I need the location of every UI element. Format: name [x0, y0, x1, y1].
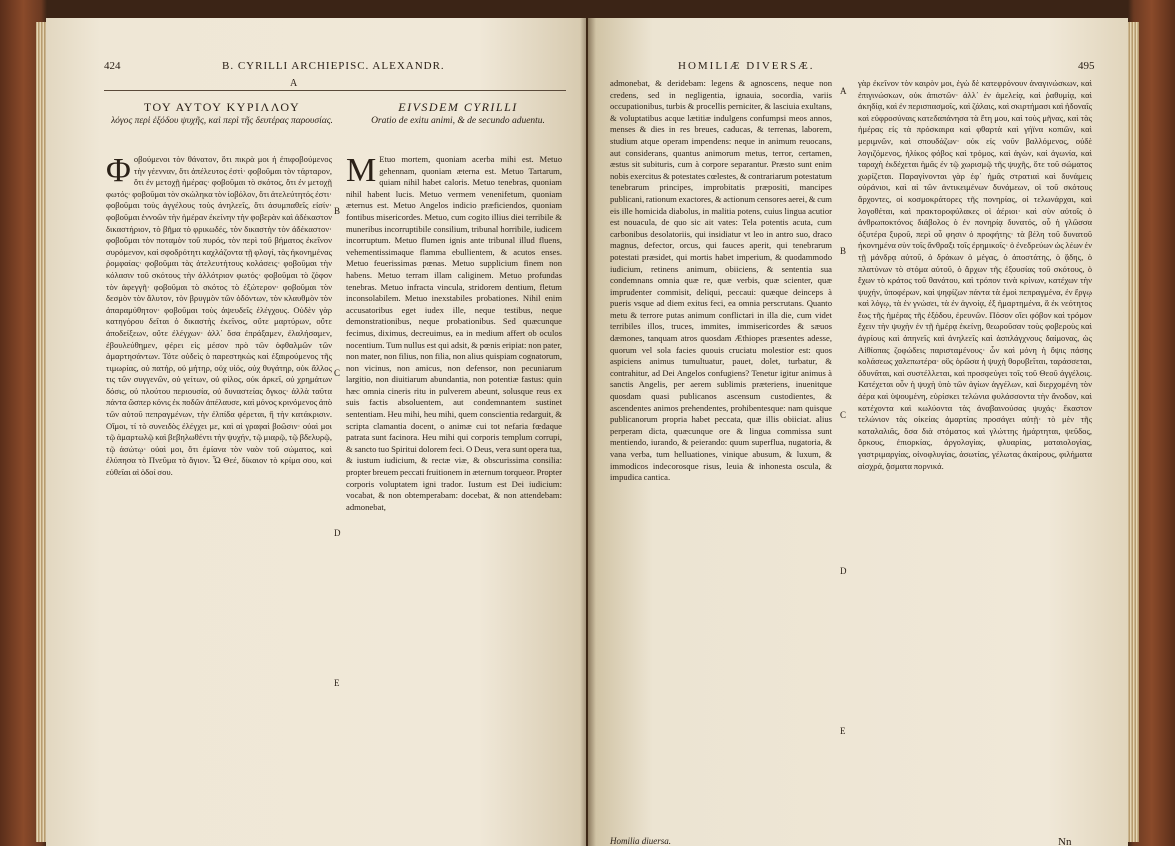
latin-subtitle: Oratio de exitu animi, & de secundo aduentu.: [371, 116, 545, 126]
latin-title-block: [348, 100, 568, 127]
signature-letter: A: [290, 78, 298, 89]
left-page: [46, 18, 586, 846]
greek-text: γὰρ ἐκεῖνον τὸν καιρὸν μοι, ἐγὼ δὲ κατεφρόνουν ἀναγινώσκων, καὶ ἐπιγινώσκων, οὐκ ἀπιστῶν· ἀλλ᾽ ἐν ἀμελείᾳ, καὶ ῥαθυμίᾳ, καὶ ἀκηδίᾳ, καὶ ἐν περισπασμοῖς, καὶ ζάλαις, καὶ σκιρτήμασι καὶ ἡδοναῖς καὶ εὐφροσύναις κατεδαπάνησα τὰ ἔτη μου, καὶ τοὺς μῆνας, καὶ τὰς ἡμέρας εἰς τὰ πρόσκαιρα καὶ φθαρτὰ καὶ γήϊνα κοπιῶν, καὶ μεριμνῶν, καὶ σπουδάζων· οὐκ εἰς νοῦν βαλλόμενος, οὐδὲ λογιζόμενος, ἡλίκος φόβος καὶ τρόμος, καὶ ἀγὼν, καὶ ἀγωνία, καὶ ταραχὴ ἐκδέχεται ἡμᾶς ἐν τῷ χωρισμῷ τῆς ψυχῆς, ὅτε τοῦ σώματος χωρίζεται. Παραγίνονται γὰρ ἐφ᾽ ἡμᾶς στρατιαὶ καὶ δυνάμεις οὐράνιοι, καὶ αἱ τῶν ἀντικειμένων δυνάμεων, οἱ τοῦ σκότους ἄρχοντες, οἱ κοσμοκράτορες τῆς πονηρίας, οἱ τελωνάρχαι, καὶ λογοθέται, καὶ πρακτοροφύλακες οἱ ἀέριοι· καὶ σὺν αὐτοῖς ὁ ἀνθρωποκτόνος διάβολος ὁ ἐν πονηρίᾳ δυνατός, οὗ ἡ γλῶσσα ὀξυτέρα ξυροῦ, περὶ οὗ φησιν ὁ προφήτης· τὰ βέλη τοῦ δυνατοῦ ἠκονημένα σὺν τοῖς ἄνθραξι τοῖς ἐρημικοῖς· ὁ ἐνεδρεύων ὡς λέων ἐν τῇ μάνδρᾳ αὐτοῦ, ὁ δράκων ὁ μέγας, ὁ ἀποστάτης, ὁ ᾅδης, ὁ πλατύνων τὸ στόμα αὐτοῦ, ὁ ἄρχων τῆς ἐξουσίας τοῦ σκότους, ὁ ἔχων τὸ κράτος τοῦ θανάτου, καὶ τρόπον τινὰ κρίνων, κατέχων τὴν ψυχήν, ὑποφέρων, καὶ ψηφίζων πάντα τὰ ἐμοὶ πεπραγμένα, ἐν ἔργῳ καὶ λόγῳ, τὰ ἐν γνώσει, τὰ ἐν ἀγνοίᾳ, ἐξ ἡμαρτημένα, ἃ ἐκ νεότητος ἕως τῆς ἡμέρας τῆς ἐξόδου, ἐρευνῶν. Πόσον οἴει φόβον καὶ τρόμον ἔχειν τὴν ψυχὴν ἐν τῇ ἡμέρᾳ ἐκείνῃ, θεωροῦσαν τοὺς φοβεροὺς καὶ ἀγρίους καὶ ἀπηνεῖς καὶ ἀνηλεεῖς καὶ ἀσπλάγχνους δαίμονας, ὡς Αἰθίοπας ζοφώδεις παρισταμένους· ὧν καὶ μόνη ἡ ὄψις πάσης κολάσεως χαλεπωτέρα· οὓς ὁρῶσα ἡ ψυχὴ θορυβεῖται, ταράσσεται, ὀδυνᾶται, καὶ συστέλλεται, καὶ προσφεύγει τοῖς τοῦ Θεοῦ ἀγγέλοις. Κατέχεται οὖν ἡ ψυχὴ ὑπὸ τῶν ἁγίων ἀγγέλων, καὶ διερχομένη τὸν ἀέρα καὶ ὑψουμένη, εὑρίσκει τελώνια φυλάσσοντα τὴν ἄνοδον, καὶ κατέχοντα καὶ κωλύοντα τὰς ἀναβαινούσας ψυχάς· ἕκαστον τελώνιον τὰς οἰκείας ἁμαρτίας προσάγει αὐτῇ· τὸ μὲν τῆς καταλαλιᾶς, ὅσα διὰ στόματος καὶ γλώττης ἡμάρτηται, ψεῦδος, ὅρκους, ἐπιορκίας, ἀργολογίας, φλυαρίας, ματαιολογίας, γαστριμαργίας, οἰνοφλυγίας, ἀσωτίας, γέλωτας ἀκαίρους, φιλήματα αἰσχρά, ᾄσματα πορνικά.: [858, 78, 1092, 471]
book-gutter: [580, 18, 596, 846]
margin-letter: C: [334, 368, 341, 378]
greek-subtitle: λόγος περὶ ἐξόδου ψυχῆς, καὶ περὶ τῆς δευτέρας παρουσίας.: [111, 116, 333, 126]
latin-column: [610, 78, 832, 830]
margin-letter: B: [334, 206, 341, 216]
margin-letter: E: [840, 726, 846, 736]
right-page: [588, 18, 1128, 846]
margin-letter: C: [840, 410, 847, 420]
running-head: HOMILIÆ DIVERSÆ.: [678, 60, 815, 72]
header-rule: [104, 90, 566, 91]
page-number: 424: [104, 60, 121, 72]
greek-title-block: [106, 100, 338, 127]
footer-catchword: Homilia diuersa.: [610, 836, 672, 846]
margin-letter: D: [840, 566, 847, 576]
running-head: B. CYRILLI ARCHIEPISC. ALEXANDR.: [222, 60, 445, 72]
drop-cap: M: [346, 154, 377, 189]
page-edges-right: [1127, 22, 1139, 842]
latin-text: Etuo mortem, quoniam acerba mihi est. Metuo gehennam, quoniam æterna est. Metuo Tartarum, quiam nihil habet caloris. Metuo tenebras, quoniam nihil habent lucis. Metuo vermem venenifetum, quoniam æternus est. Metuo Angelos indicio præficiendos, quoniam fontibus misericordes. Metuo, cum cogito illius diei terribile & muneribus incorruptibile consilium, tribunal horribile, iudicem incorruptum. Metuo flumen ignis ante tribunal illud fluens, vehementissimaque flamma ebullientem, & acutos enses. Metuo feuerissimas pœnas. Metuo supplicium finem non habens. Metuo terram illam caliginem. Metuo profundas tenebras. Metuo infracta vincula, stridorem dentium, fletum inconsolabilem. Metuo inexstabiles probationes. Nihil enim accusatoribus eget iudex ille, neque testibus, neque demonstrationibus, neque probationibus. Sed quæcunque fecimus, diximus, decreuimus, ea in medium affert ob oculos nocentium. Tum nullus est qui adsit, & pœnis eripiat: non pater, non mater, non filius, non filia, non alius quispiam cognatorum, non vicinus, non amicus, non defensor, non pecuniarum largitio, non diuitiarum abundantia, non potentiæ fastus: quin hæc omnia cineris ritu in pulverem abeunt, solusque reus ex suis factis absoluentem, aut condemnantem sustinet sententiam. Heu mihi, heu mihi, quem conscientia redarguit, & scripta clamantia docent, o animæ cui tot nefaria fœdaque patrata sunt facinora. Heu mihi qui corporis templum corrupi, & sancto tuo Spiritui dolorem feci. O Deus, vera sunt opera tua, & iustum iudicium, & rectæ viæ, & obscurissima consilia: propter breuem peccati fruitionem in æternum torqueor. Propter corporis voluptatem igni trador. Iustum est Dei iudicium: vocabat, & non obtemperabam: docebat, & non attendebam: admonebat,: [346, 154, 562, 512]
greek-title: ΤΟΥ ΑΥΤΟΥ ΚΥΡΙΛΛΟΥ: [143, 100, 301, 114]
greek-column: [106, 154, 332, 840]
signature-mark: Nn: [1058, 836, 1072, 846]
margin-letter: A: [840, 86, 847, 96]
latin-column: [346, 154, 562, 840]
greek-text: οβούμενοι τὸν θάνατον, ὅτι πικρὰ μοι ἡ ἐπιφοβούμενος τὴν γέενναν, ὅτι ἀπέλευτος ἐστὶ· φοβοῦμαι τὸν τάρταρον, ὅτι ἐν μετοχῇ ἡμέρας· φοβοῦμαι τὸ σκότος, ὅτι ἐν μετοχῇ φωτός· φοβοῦμαι τὸν σκώληκα τὸν ἰοβόλον, ὅτι ἀτελεύτητός ἐστι· φοβοῦμαι τοὺς ἀγγέλους τοὺς ἀνηλεεῖς, ὅτι ἀσυμπαθεῖς εἰσίν· φοβοῦμαι ἐννοῶν τὴν ἡμέραν ἐκείνην τὴν φοβερὰν καὶ ἀδέκαστον δικαστήριον, τὸ βῆμα τὸ φρικωδές, τὸν δικαστὴν τὸν ἀδέκαστον· φοβοῦμαι τὸν ποταμὸν τοῦ πυρός, τὸν περὶ τοῦ βήματος ἐκεῖνον συρόμενον, καὶ σφοδρότητι καχλάζοντα τῇ φλογί, τὰς ἠκονημένας ῥομφαίας· φοβοῦμαι τὰς ἀτελευτήτους κολάσεις· φοβοῦμαι τὴν κόλασιν τοῦ σκότους τὴν ἀλλότριον φωτός· φοβοῦμαι τὸ ζόφον τὸν ἀφεγγῆ· φοβοῦμαι τὸ σκότος τὸ ἐξώτερον· φοβοῦμαι τὸν δεσμὸν τὸν ἄλυτον, τὸν βρυγμὸν τῶν ὀδόντων, τὸν κλαυθμὸν τὸν ἀπαραμύθητον· φοβοῦμαι τοὺς ἀψευδεῖς ἐλέγχους. Οὐδὲν γὰρ κατηγόρου δεῖται ὁ δικαστὴς ἐκεῖνος, οὔτε μαρτύρων, οὔτε ἀποδείξεων, οὔτε ἐλέγχων· ἀλλ᾽ ὅσα ἐπράξαμεν, ἐλαλήσαμεν, ἐβουλεύθημεν, φέρει εἰς μέσον πρὸ τῶν ὀφθαλμῶν τῶν ἁμαρτησάντων. Τότε οὐδεὶς ὁ παρεστηκὼς καὶ ἐξαιρούμενος τῆς τιμωρίας, οὐ πατήρ, οὐ μήτηρ, οὐχ υἱός, οὐχ θυγάτηρ, οὐκ ἄλλος τις τῶν συγγενῶν, οὐ γείτων, οὐ φίλος, οὐκ ἀρκεῖ, οὐ χρημάτων δόσις, οὐ πλούτου περιουσία, οὐ δυναστείας ὄγκος· ἀλλὰ ταῦτα πάντα ὥσπερ κόνις ἐκ ποδῶν ἀπέλαυσε, καὶ μόνος κρινόμενος ἀπὸ τῶν αὐτοῦ πεπραγμένων, τὴν ἐλπίδα φέρεται, ἢ τὴν κατάκρισιν. Οἴμοι, τί τὸ συνειδὸς ἐλέγχει με, καὶ αἱ γραφαὶ βοῶσιν· οὐαὶ μοι τῷ ἁμαρτωλῷ καὶ βεβηλωθέντι τὴν ψυχήν, τῷ μιαρῷ, τῷ βδελυρῷ, τῷ ἀσώτῳ· οὐαὶ μοι, ὅτι ἐμίανα τὸν ναὸν τοῦ σώματος, καὶ ἐλύπησα τὸ Πνεῦμα τὸ ἅγιον. Ὦ Θεέ, δίκαιον τὸ κρίμα σου, καὶ εὐθεῖαι αἱ ὁδοί σου.: [106, 154, 332, 478]
drop-cap: Φ: [106, 154, 131, 189]
margin-letter: E: [334, 678, 340, 688]
page-number: 495: [1078, 60, 1095, 72]
latin-text: admonebat, & deridebam: legens & agnoscens, neque non credens, sed in negligentia, ignauia, socordia, variis occupationibus, turbis & procellis perniciter, & lasciuia exultans, & voluptatibus acque lætitiæ indulgens confumpsi meos annos, menses & dies in res breues, caducas, & terrenas, laborem, studium atque operam impendens: neque in animum reuocans, aut considerans, quantus animorum metus, terror, certamen, æstus sit subituris, cum à corpore separantur. Præsto sunt enim nobis exercitus & potestates cœlestes, & contrariarum potestatum tenebrarum principes, improbitatis præpositi, mancipes publicani, rationum exactores, & actionum censores aerei, & cum eis ille homicida diabolus, in malitia potens, cuius lingua acutior est nouacula, de quo sic ait vates: Tela potentis acuta, cum carbonibus desolatoriis, qui insidiatur vt leo in antro suo, draco magnus, defector, orcus, qui fauces aperit, qui tenebrarum potestati præsidet, qui mortis habet imperium, & quodammodo iudicium, retinens animum, obiiciens, & sententia sua condemnans omnia quæ re, quæ verbis, quæ scienter, quæ imprudenter commisit, deliqui, peccaui: quæque deinceps à pueris vsque ad diem exitus feci, ea omnia perscrutans. Quanto metu & terrore putas animum conflictari in illa die, cum videt terribiles illos, truces, immites, immisericordes & sæuos dæmones, tanquam atros quosdam Æthiopes præsentes adesse, quorum vel sola facies quouis cruciatu molestior est: quos aspiciens animus tumultuatur, pauet, dolet, turbatur, & contrahitur, ad Dei Angelos confugiens? Tenetur igitur animus à sanctis Angelis, per aerem sublimis præteriens, inuenitque quosdam quasi publicanos ascensum custodientes, & ascendentes animos prehendentes, prohibentesque: nam quisque publicanorum propria habet peccata, quæ illis obiiciat. alius perperam dicta, quæcunque ore & lingua commissa sunt mentiendo, iurando, & peierando: quum superflua, nugatoria, & vana verba, tum helluationes, vinique abusum, & luxum, & immodicos indecorosque risus, leuia & inhonesta oscula, & impudica cantica.: [610, 78, 832, 483]
margin-letter: D: [334, 528, 341, 538]
latin-title: EIVSDEM CYRILLI: [398, 100, 518, 114]
greek-column: [858, 78, 1092, 830]
margin-letter: B: [840, 246, 847, 256]
